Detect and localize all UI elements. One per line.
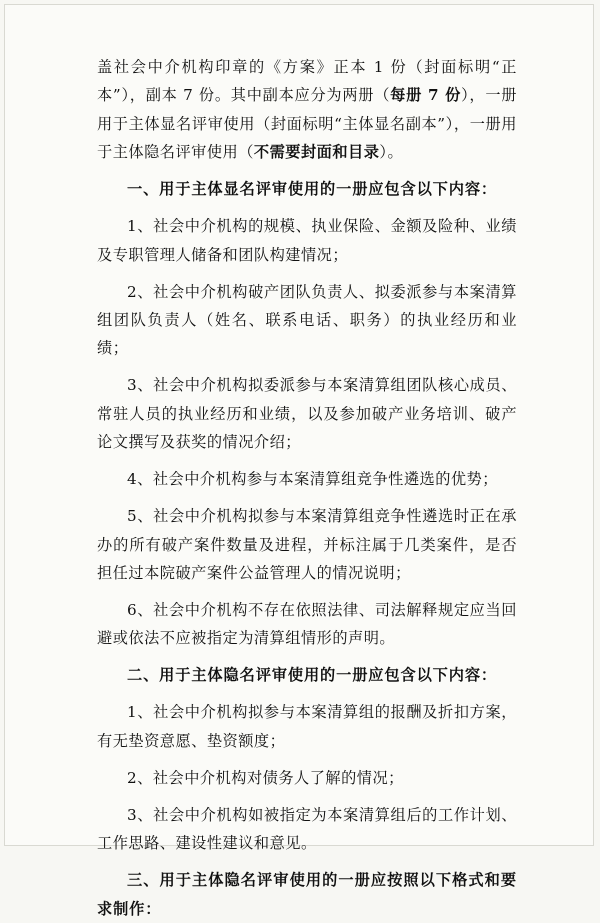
section-1-item-3: 3、社会中介机构拟委派参与本案清算组团队核心成员、常驻人员的执业经历和业绩，以及参加破产业务培训、破产论文撰写及获奖的情况介绍； (97, 376, 517, 452)
intro-bold-no-cover: 不需要封面和目录 (253, 143, 380, 162)
section-1-heading: 一、用于主体显名评审使用的一册应包含以下内容： (127, 180, 498, 199)
section-2-heading: 二、用于主体隐名评审使用的一册应包含以下内容： (127, 666, 498, 685)
section-2-item-2: 2、社会中介机构对债务人了解的情况； (127, 768, 404, 787)
intro-bold-copies-per-volume: 每册 7 份 (390, 86, 462, 105)
section-1-item-4: 4、社会中介机构参与本案清算组竞争性遴选的优势； (127, 470, 498, 489)
document-body (97, 53, 517, 923)
section-2-item-3: 3、社会中介机构如被指定为本案清算组后的工作计划、工作思路、建设性建议和意见。 (97, 805, 517, 853)
section-1-item-1: 1、社会中介机构的规模、执业保险、金额及险种、业绩及专职管理人储备和团队构建情况； (97, 217, 517, 264)
section-3-heading: 三、用于主体隐名评审使用的一册应按照以下格式和要求制作： (97, 871, 517, 918)
intro-text-3: ）。 (379, 143, 404, 162)
section-1-item-5: 5、社会中介机构拟参与本案清算组竞争性遴选时正在承办的所有破产案件数量及进程，并标注属于几类案件，是否担任过本院破产案件公益管理人的情况说明； (97, 507, 517, 583)
document-page (4, 4, 594, 918)
intro-paragraph (97, 53, 517, 167)
section-2-item-1: 1、社会中介机构拟参与本案清算组的报酬及折扣方案，有无垫资意愿、垫资额度； (97, 703, 517, 750)
section-1-item-6: 6、社会中介机构不存在依照法律、司法解释规定应当回避或依法不应被指定为清算组情形的声明。 (97, 601, 517, 648)
intro-text-2: ），一册用于主体显名评审使用（封面标明“主体显名副本”），一册用于主体隐名评审使用（ (97, 86, 517, 162)
intro-text-1: 盖社会中介机构印章的《方案》正本 1 份（封面标明“正本”），副本 7 份。其中副本应分为两册（ (97, 58, 517, 105)
section-1-item-2: 2、社会中介机构破产团队负责人、拟委派参与本案清算组团队负责人（姓名、联系电话、职务）的执业经历和业绩； (97, 282, 517, 358)
